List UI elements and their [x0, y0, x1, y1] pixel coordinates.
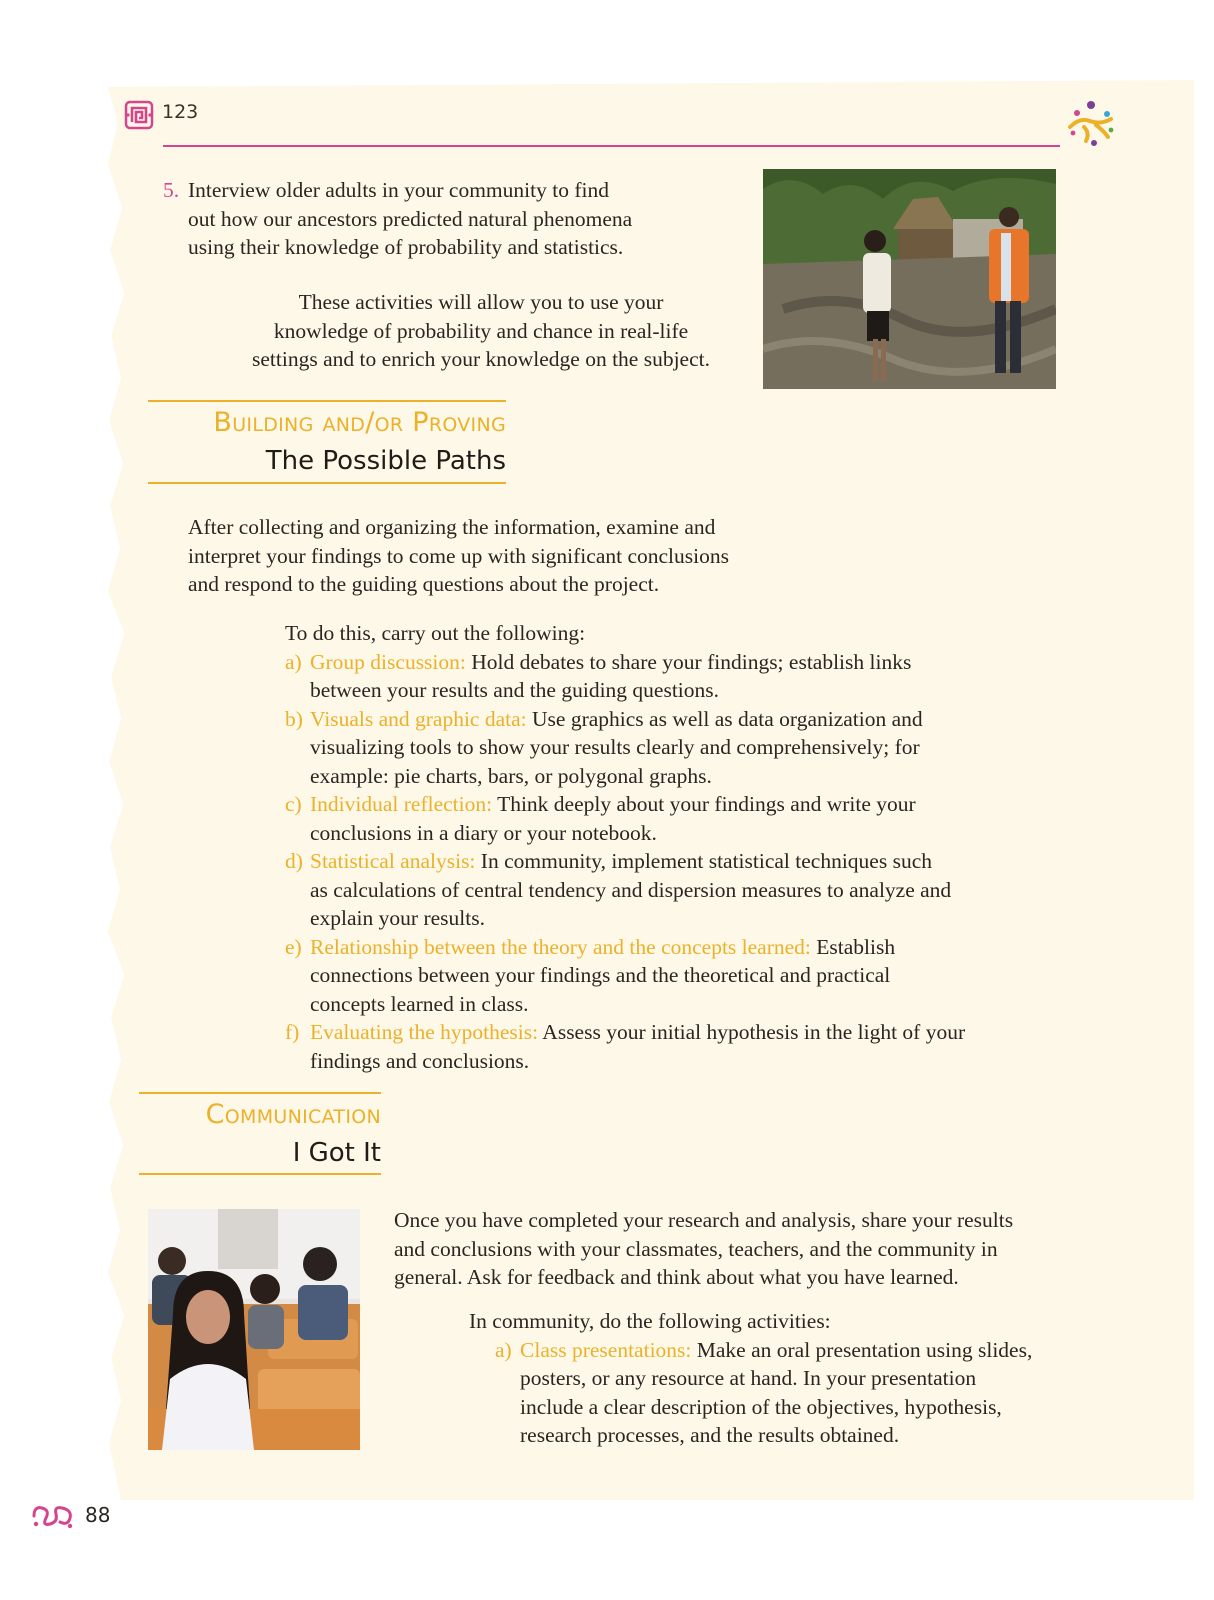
list-item [285, 705, 1025, 791]
list-item-text: Use graphics as well as data organization and [526, 706, 923, 731]
intro-paragraph [188, 513, 788, 599]
list-item-marker: a) [285, 649, 302, 674]
list-item-text: In community, implement statistical techniques such [475, 849, 933, 873]
students-classroom-photo [148, 1209, 360, 1450]
list-item-label: Visuals and graphic data: [310, 706, 527, 731]
todo-lead: To do this, carry out the following: [285, 621, 586, 645]
list-item-label: Evaluating the hypothesis: [310, 1020, 539, 1044]
list-item-text: connections between your findings and the theoretical and practical [310, 963, 891, 987]
list-item-text: conclusions in a diary or your notebook. [310, 820, 657, 845]
list-item-text: findings and conclusions. [310, 1048, 530, 1073]
list-item-text: Think deeply about your findings and write your [492, 792, 916, 816]
section1-bottom-rule [148, 482, 506, 484]
list-item-marker: a) [495, 1337, 512, 1362]
header-page-number: 123 [162, 101, 199, 123]
list-item-text: include a clear description of the objectives, hypothesis, [520, 1394, 1002, 1419]
list-item [285, 648, 1025, 705]
list-item-text: as calculations of central tendency and dispersion measures to analyze and [310, 877, 952, 902]
list-item-label: Individual reflection: [310, 792, 493, 816]
community-activities [469, 1307, 1109, 1450]
share-line: general. Ask for feedback and think about what you have learned. [394, 1265, 959, 1289]
list-item-label: Class presentations: [520, 1337, 692, 1362]
list-item-marker: d) [285, 849, 303, 873]
item-5-line: Interview older adults in your community to find [188, 178, 609, 202]
list-item [285, 933, 1025, 1019]
list-item-text: concepts learned in class. [310, 991, 529, 1016]
knot-ornament-icon [30, 1502, 76, 1530]
list-item-marker: b) [285, 706, 303, 731]
list-item-text: Establish [810, 934, 896, 959]
list-item-label: Group discussion: [310, 649, 466, 674]
list-item-marker: f) [285, 1020, 300, 1044]
aztec-spiral-icon [124, 100, 154, 130]
section2-title: Communication [205, 1099, 381, 1130]
list-item-text: Hold debates to share your findings; establish links [465, 649, 912, 674]
item-5-number: 5. [163, 178, 180, 202]
list-item-text: visualizing tools to show your results clearly and comprehensively; for [310, 735, 920, 759]
list-item-text: posters, or any resource at hand. In your presentation [520, 1366, 977, 1390]
share-paragraph [394, 1206, 1094, 1292]
list-item-text: Make an oral presentation using slides, [691, 1337, 1033, 1362]
section2-top-rule [139, 1092, 381, 1094]
list-item-text: between your results and the guiding questions. [310, 678, 720, 702]
activities-note [221, 288, 741, 374]
list-item-marker: c) [285, 792, 302, 816]
section1-title: Building and/or Proving [213, 407, 506, 438]
item-5-line: using their knowledge of probability and statistics. [188, 235, 624, 259]
dancing-figure-icon [1064, 97, 1118, 149]
list-item [285, 847, 1025, 933]
intro-line: interpret your findings to come up with significant conclusions [188, 543, 729, 568]
list-item-marker: e) [285, 934, 302, 959]
item-5-line: out how our ancestors predicted natural phenomena [188, 206, 633, 231]
item-5 [163, 176, 723, 262]
community-lead: In community, do the following activities: [469, 1309, 831, 1333]
header-divider [163, 145, 1060, 147]
intro-line: After collecting and organizing the information, examine and [188, 515, 716, 539]
intro-line: and respond to the guiding questions about the project. [188, 572, 660, 596]
section2-subtitle: I Got It [292, 1138, 381, 1168]
list-item-label: Relationship between the theory and the concepts learned: [310, 934, 811, 959]
section2-bottom-rule [139, 1173, 381, 1175]
activities-note-line: These activities will allow you to use your [298, 290, 664, 314]
activities-note-line: knowledge of probability and chance in real-life [273, 318, 689, 343]
share-line: Once you have completed your research and analysis, share your results [394, 1208, 1014, 1232]
list-item [495, 1336, 1109, 1450]
activities-note-line: settings and to enrich your knowledge on the subject. [252, 347, 710, 371]
list-item-text: explain your results. [310, 906, 485, 930]
list-item [285, 790, 1025, 847]
section1-subtitle: The Possible Paths [265, 446, 506, 476]
list-item-text: Assess your initial hypothesis in the light of your [538, 1020, 966, 1044]
community-interview-photo [763, 169, 1056, 389]
list-item [285, 1018, 1025, 1075]
todo-list [285, 619, 1025, 1075]
section1-top-rule [148, 400, 506, 402]
share-line: and conclusions with your classmates, teachers, and the community in [394, 1236, 998, 1261]
list-item-text: research processes, and the results obtained. [520, 1423, 900, 1447]
list-item-label: Statistical analysis: [310, 849, 476, 873]
footer-page-number: 88 [85, 1503, 111, 1527]
list-item-text: example: pie charts, bars, or polygonal graphs. [310, 763, 712, 788]
